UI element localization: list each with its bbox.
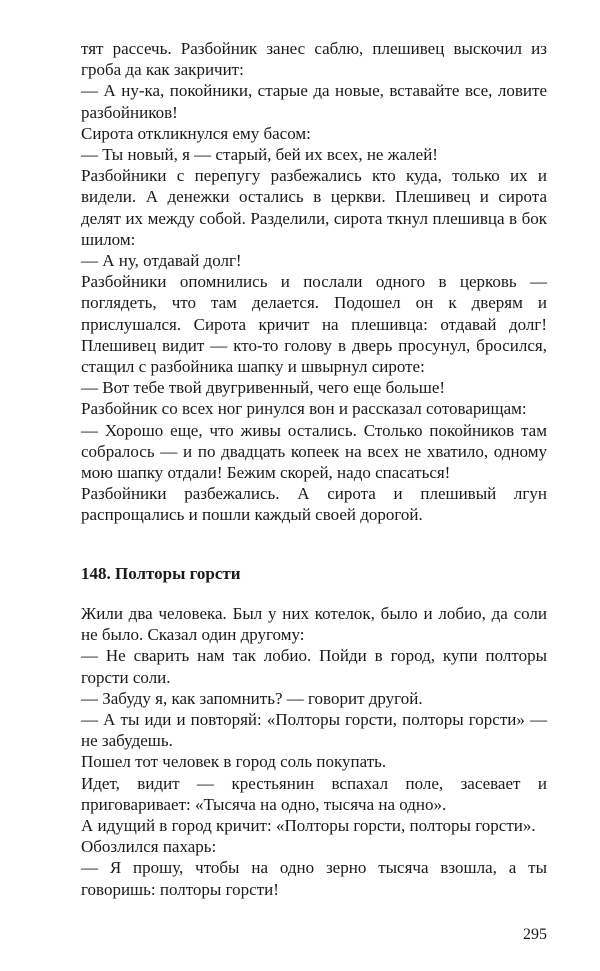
paragraph: — Забуду я, как запомнить? — говорит другой.: [81, 688, 423, 708]
paragraph: Жили два человека. Был у них котелок, было и лобио, да соли не было. Сказал один другому:: [81, 604, 547, 645]
paragraph: Сирота откликнулся ему басом:: [81, 123, 311, 143]
paragraph: — А ну-ка, покойники, старые да новые, вставайте все, ловите разбойников!: [81, 81, 547, 122]
paragraph: тят рассечь. Разбойник занес саблю, плешивец выскочил из гроба да как закричит:: [81, 39, 547, 80]
paragraph: — Хорошо еще, что живы остались. Столько покойников там собралось — и по двадцать копеек на всех не хватило, одному мою шапку отдали! Бежим скорей, надо спасаться!: [81, 420, 547, 483]
paragraph: — Вот тебе твой двугривенный, чего еще больше!: [81, 378, 446, 398]
paragraph: А идущий в город кричит: «Полторы горсти, полторы горсти».: [81, 816, 536, 836]
paragraph: Разбойник со всех ног ринулся вон и рассказал сотоварищам:: [81, 399, 527, 419]
paragraph: — А ну, отдавай долг!: [81, 251, 242, 271]
paragraph: Идет, видит — крестьянин вспахал поле, засевает и приговаривает: «Тысяча на одно, тысяча на одно».: [81, 773, 547, 814]
paragraph: — Не сварить нам так лобио. Пойди в город, купи полторы горсти соли.: [81, 646, 547, 687]
paragraph: Разбойники опомнились и послали одного в церковь — поглядеть, что там делается. Подошел он к дверям и прислушался. Сирота кричит на плешивца: отдавай долг! Плешивец видит — кто-то голову в дверь просунул, бросился, стащил с разбойника шапку и швырнул сироте:: [81, 272, 547, 377]
paragraph: Разбойники разбежались. А сирота и плешивый лгун распрощались и пошли каждый своей дорогой.: [81, 484, 547, 525]
paragraph: Пошел тот человек в город соль покупать.: [81, 752, 387, 772]
paragraph: Обозлился пахарь:: [81, 837, 217, 857]
story-body: [81, 603, 547, 900]
paragraph: — А ты иди и повторяй: «Полторы горсти, полторы горсти» — не забудешь.: [81, 710, 547, 751]
page-number: 295: [523, 926, 547, 943]
story-title: 148. Полторы горсти: [81, 564, 241, 583]
story-continuation: [81, 38, 547, 526]
paragraph: Разбойники с перепугу разбежались кто куда, только их и видели. А денежки остались в церкви. Плешивец и сирота делят их между собой. Разделили, сирота ткнул плешивца в бок шилом:: [81, 166, 547, 249]
paragraph: — Ты новый, я — старый, бей их всех, не жалей!: [81, 145, 438, 165]
paragraph: — Я прошу, чтобы на одно зерно тысяча взошла, а ты говоришь: полторы горсти!: [81, 858, 547, 899]
